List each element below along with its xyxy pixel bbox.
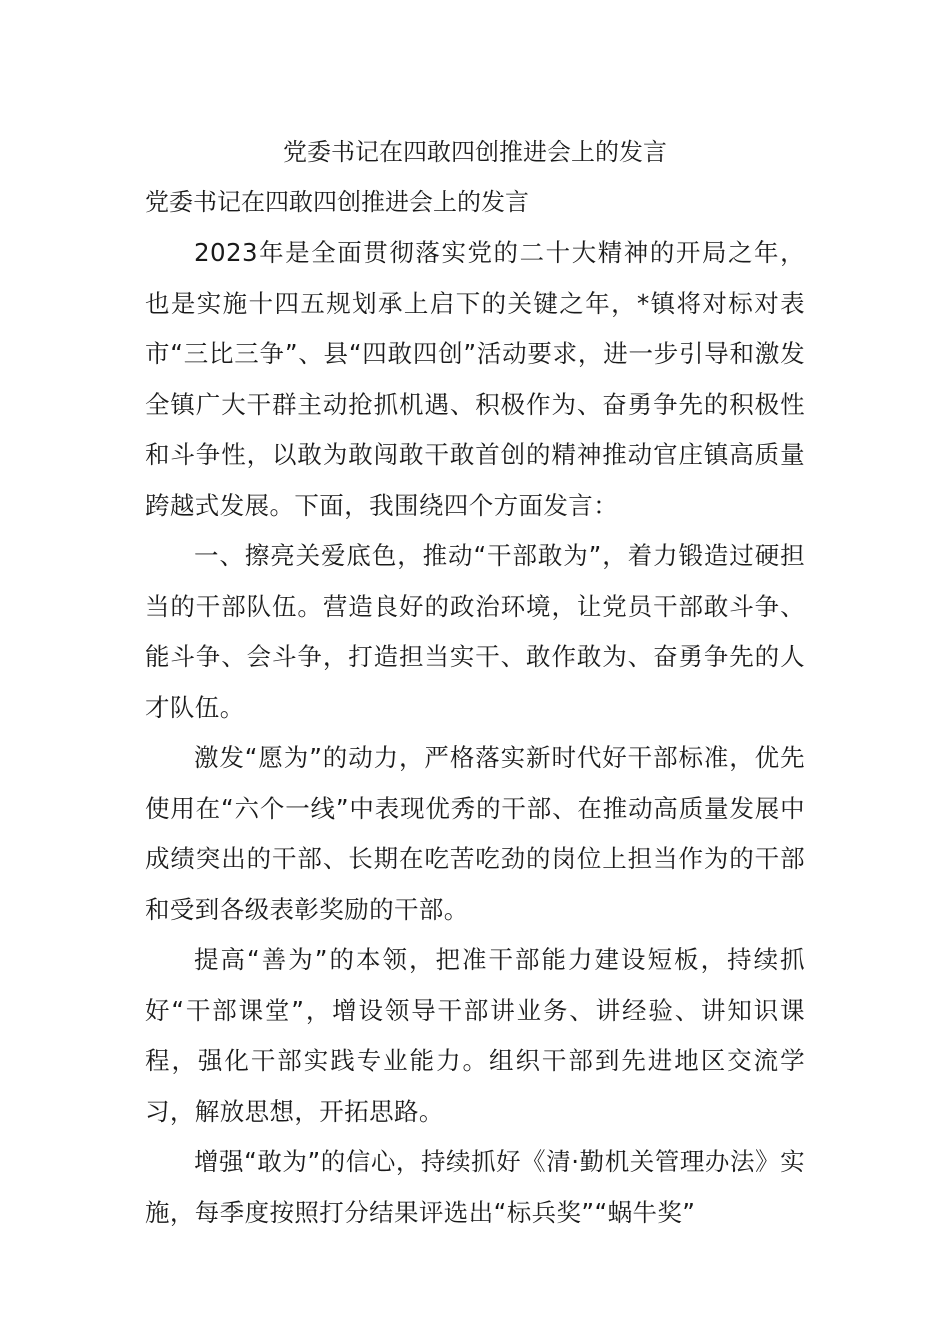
document-subtitle: 党委书记在四敢四创推进会上的发言	[145, 188, 529, 216]
paragraph-capable: 提高“善为”的本领，把准干部能力建设短板，持续抓好“干部课堂”，增设领导干部讲业务、讲经验、讲知识课程，强化干部实践专业能力。组织干部到先进地区交流学习，解放思想，开拓思路。	[145, 945, 805, 1126]
document-body	[145, 228, 805, 1238]
paragraph-intro: 2023年是全面贯彻落实党的二十大精神的开局之年，也是实施十四五规划承上启下的关键之年，*镇将对标对表市“三比三争”、县“四敢四创”活动要求，进一步引导和激发全镇广大干群主动抢抓机遇、积极作为、奋勇争先的积极性和斗争性，以敢为敢闯敢干敢首创的精神推动官庄镇高质量跨越式发展。下面，我围绕四个方面发言：	[145, 238, 805, 520]
paragraph-section-one: 一、擦亮关爱底色，推动“干部敢为”，着力锻造过硬担当的干部队伍。营造良好的政治环境，让党员干部敢斗争、能斗争、会斗争，打造担当实干、敢作敢为、奋勇争先的人才队伍。	[145, 541, 805, 722]
document-title: 党委书记在四敢四创推进会上的发言	[283, 138, 667, 166]
paragraph-confident: 增强“敢为”的信心，持续抓好《清·勤机关管理办法》实施，每季度按照打分结果评选出“标兵奖”“蜗牛奖”	[145, 1147, 805, 1227]
paragraph-willing: 激发“愿为”的动力，严格落实新时代好干部标准，优先使用在“六个一线”中表现优秀的干部、在推动高质量发展中成绩突出的干部、长期在吃苦吃劲的岗位上担当作为的干部和受到各级表彰奖励的干部。	[145, 743, 805, 924]
